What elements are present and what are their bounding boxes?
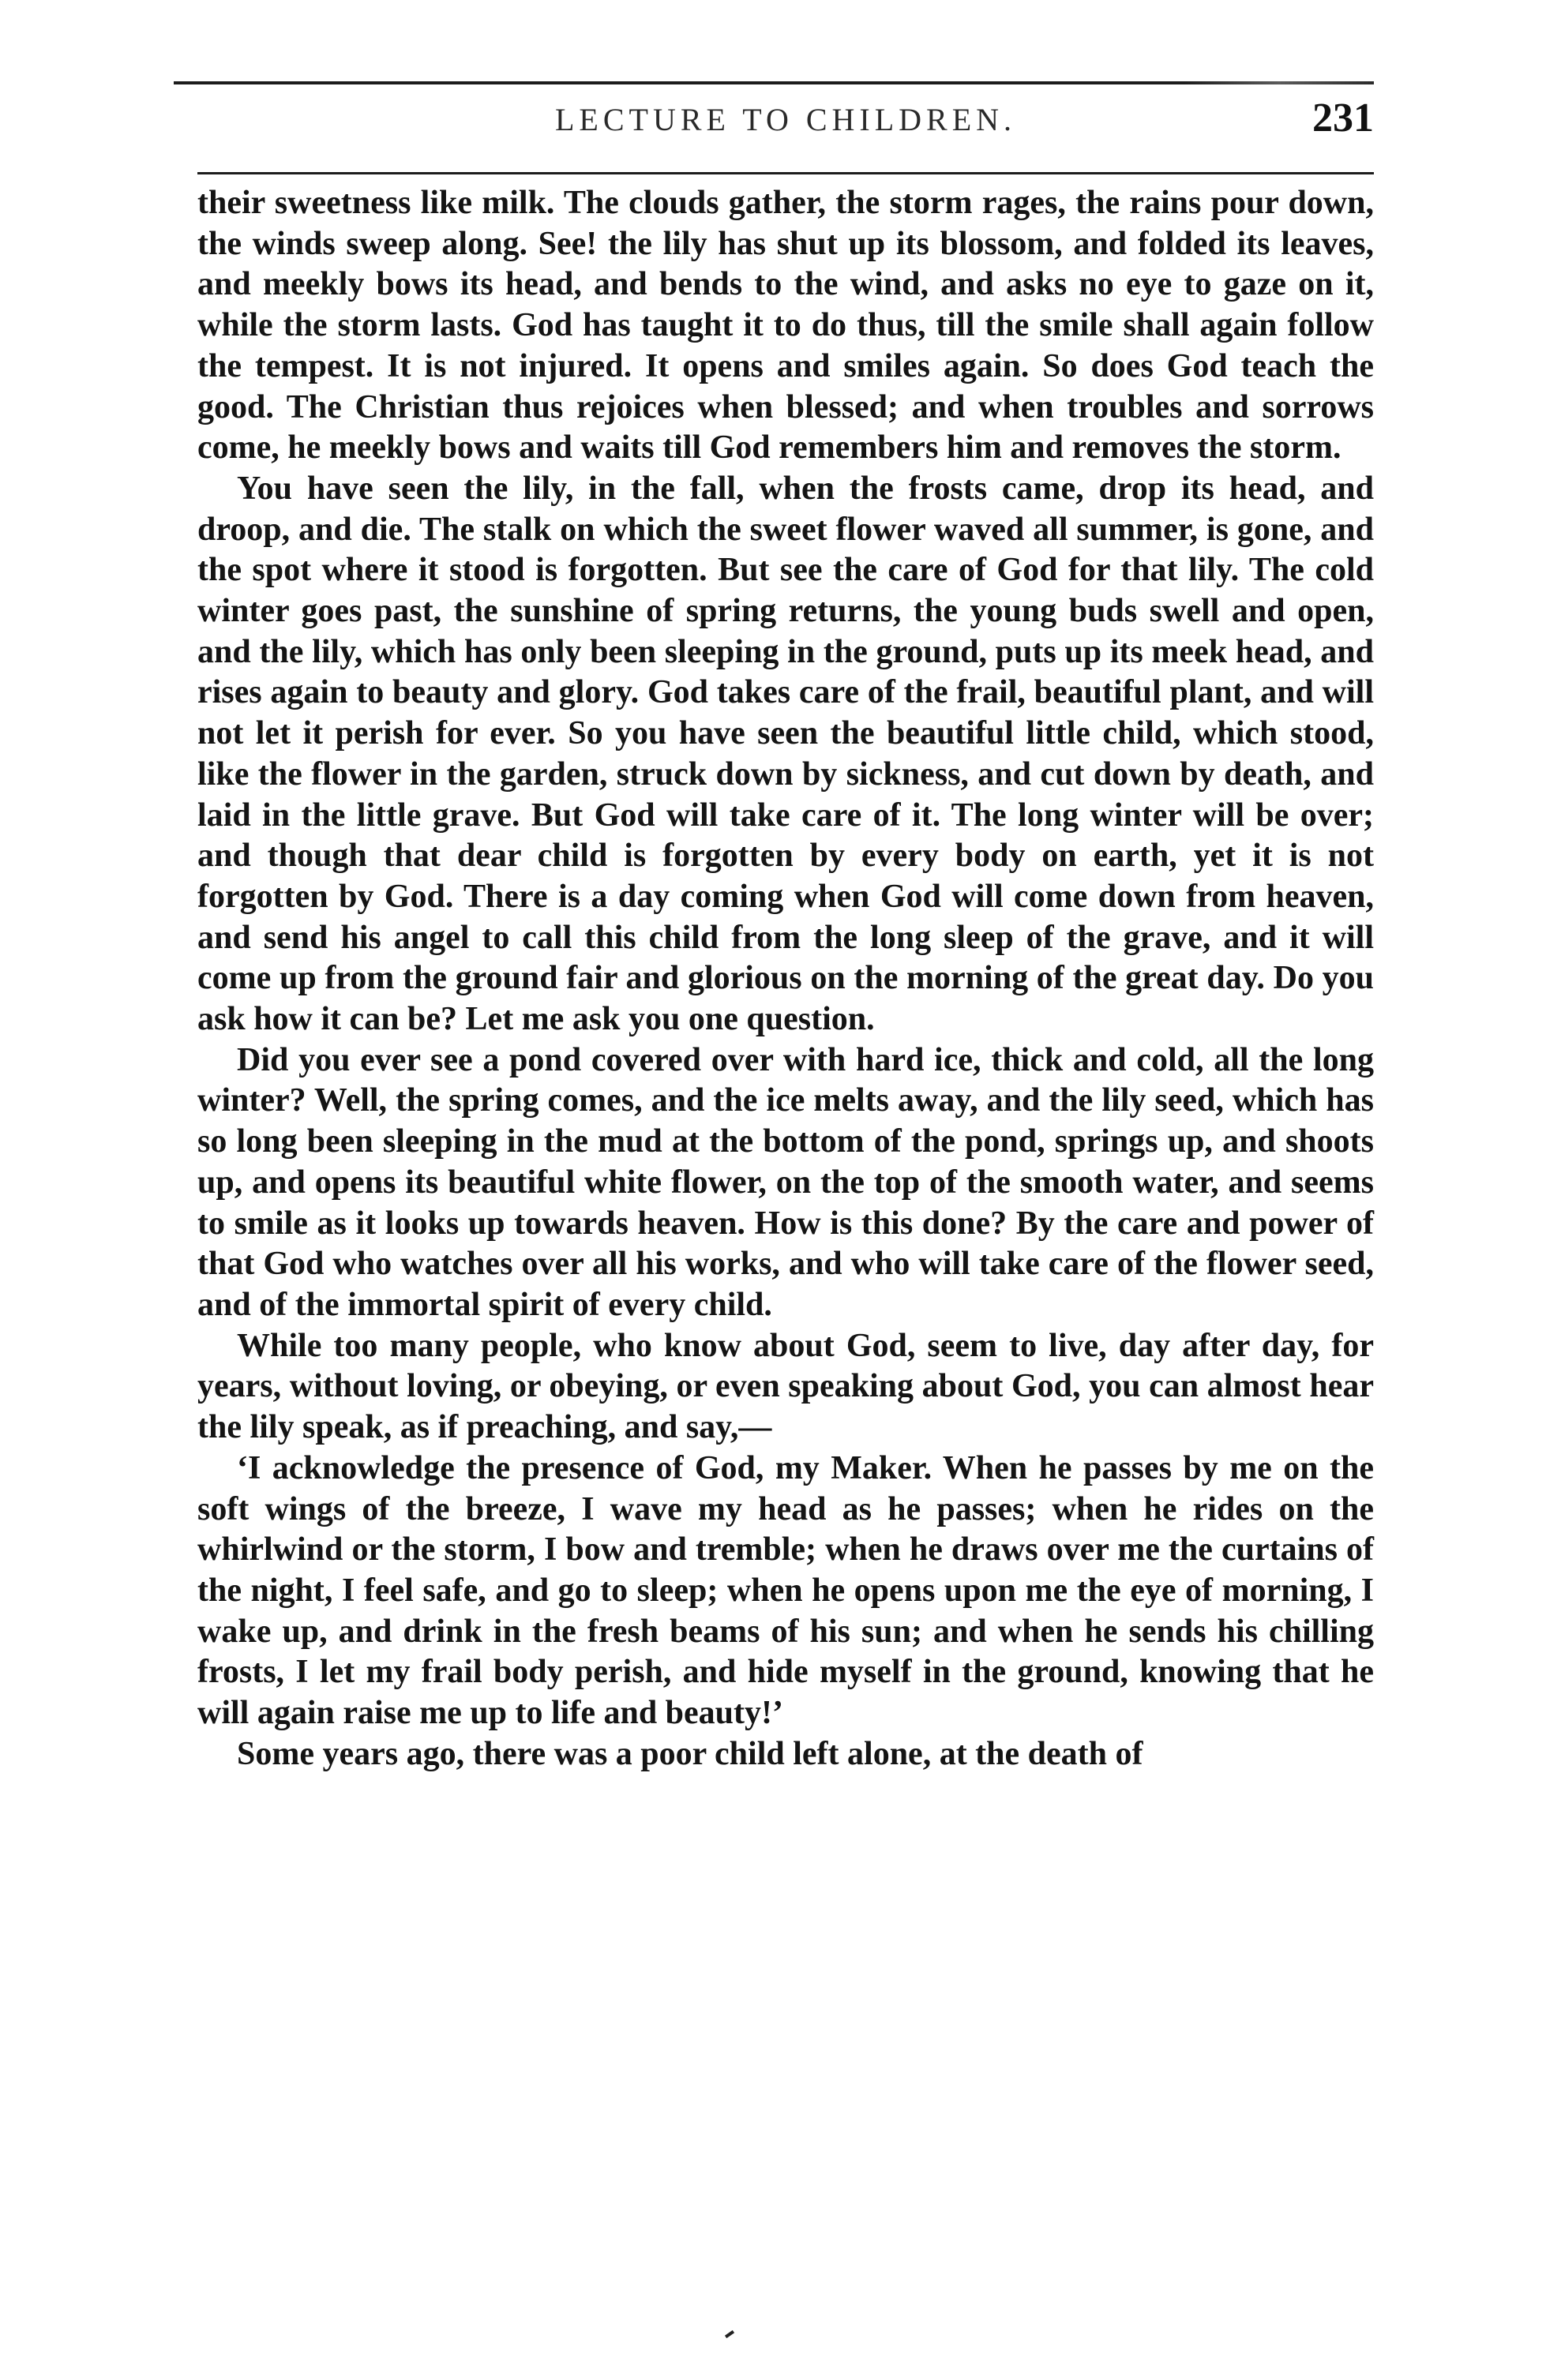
header-rule-top-fade xyxy=(1058,81,1374,84)
paragraph-5: ‘I acknowledge the presence of God, my Maker. When he passes by me on the soft wings of the breeze, I wave my head as he passes; when he rides on the whirlwind or the storm, I bow and tremble; when he draws over me the curtains of the night, I feel safe, and go to sleep; when he opens upon me the eye of morning, I wake up, and drink in the fresh beams of his sun; and when he sends his chilling frosts, I let my frail body perish, and hide myself in the ground, knowing that he will again raise me up to life and beauty!’ xyxy=(197,1449,1374,1732)
header-rule-bottom xyxy=(197,172,1374,174)
running-head: LECTURE TO CHILDREN. xyxy=(554,102,1017,137)
body-text xyxy=(197,183,1374,1775)
paragraph-3: Did you ever see a pond covered over with hard ice, thick and cold, all the long winter? Well, the spring comes, and the ice melts away, and the lily seed, which has so long been sleeping in the mud at the bottom of the pond, springs up, and shoots up, and opens its beautiful white flower, on the top of the smooth water, and seems to smile as it looks up towards heaven. How is this done? By the care and power of that God who watches over all his works, and who will take care of the flower seed, and of the immortal spirit of every child. xyxy=(197,1041,1374,1323)
page-header xyxy=(197,95,1374,158)
page-number: 231 xyxy=(1312,96,1374,141)
paragraph-1: their sweetness like milk. The clouds gather, the storm rages, the rains pour down, the winds sweep along. See! the lily has shut up its blossom, and folded its leaves, and meekly bows its head, and bends to the wind, and asks no eye to gaze on it, while the storm lasts. God has taught it to do thus, till the smile shall again follow the tempest. It is not injured. It opens and smiles again. So does God teach the good. The Christian thus rejoices when blessed; and when troubles and sorrows come, he meekly bows and waits till God remembers him and removes the storm. xyxy=(197,185,1374,467)
print-mark xyxy=(725,2330,734,2338)
paragraph-6: Some years ago, there was a poor child left alone, at the death of xyxy=(237,1735,1143,1772)
paragraph-2: You have seen the lily, in the fall, when the frosts came, drop its head, and droop, and die. The stalk on which the sweet flower waved all summer, is gone, and the spot where it stood is forgotten. But see the care of God for that lily. The cold winter goes past, the sunshine of spring returns, the young buds swell and open, and the lily, which has only been sleeping in the ground, puts up its meek head, and rises again to beauty and glory. God takes care of the frail, beautiful plant, and will not let it perish for ever. So you have seen the beautiful little child, which stood, like the flower in the garden, struck down by sickness, and cut down by death, and laid in the little grave. But God will take care of it. The long winter will be over; and though that dear child is forgotten by every body on earth, yet it is not forgotten by God. There is a day coming when God will come down from heaven, and send his angel to call this child from the long sleep of the grave, and it will come up from the ground fair and glorious on the morning of the great day. Do you ask how it can be? Let me ask you one question. xyxy=(197,470,1374,1038)
paragraph-4: While too many people, who know about God, seem to live, day after day, for years, without loving, or obeying, or even speaking about God, you can almost hear the lily speak, as if preaching, and say,— xyxy=(197,1327,1374,1446)
